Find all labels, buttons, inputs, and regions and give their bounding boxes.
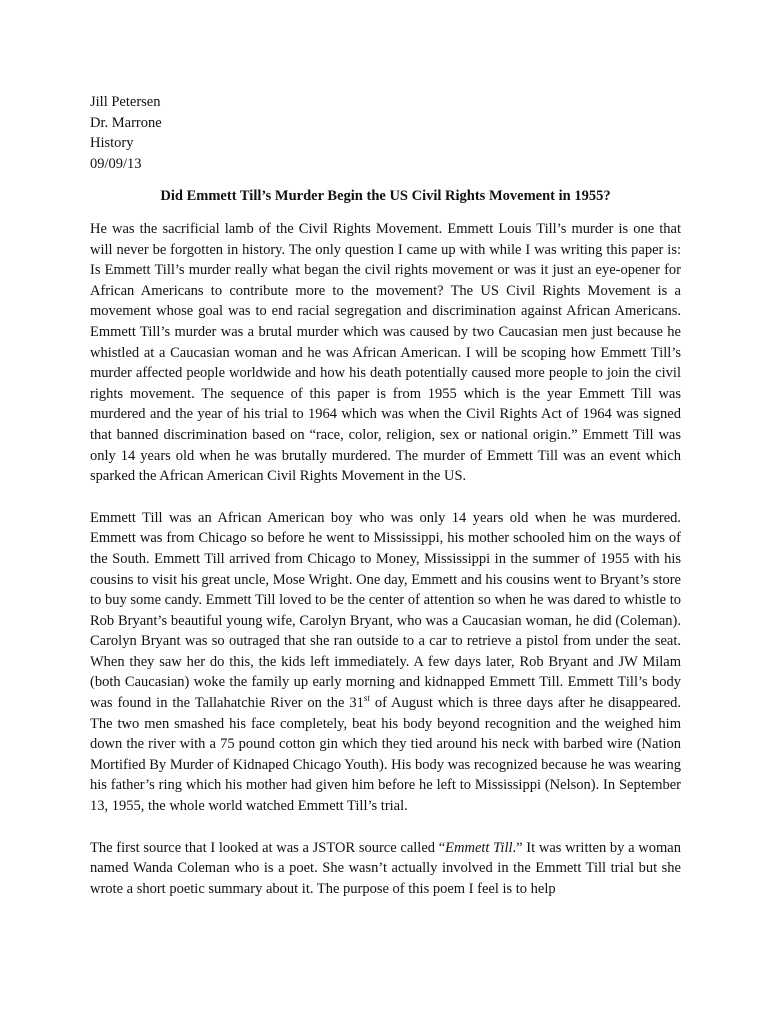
document-header [90,92,162,174]
paragraph-2-text-b: of August which is three days after he disappeared. The two men smashed his face completely, beat his body beyond recognition and the weighed him down the river with a 75 pound cotton gin which they tied around his neck with barbed wire (Nation Mortified By Murder of Kidnaped Chicago Youth). His body was recognized because he was wearing his father’s ring which his mother had given him before he left to Mississippi (Nelson). In September 13, 1955, the whole world watched Emmett Till’s trial. [90,695,681,815]
document-body [90,219,681,899]
source-title: Emmett Till [445,839,513,856]
author-name: Jill Petersen [90,94,161,110]
ordinal-superscript: st [363,693,370,704]
course-name: History [90,135,134,151]
paragraph-3 [90,838,681,900]
paragraph-3-text-b: .” It was written by a woman named Wanda Coleman who is a poet. She wasn’t actually involved in the Emmett Till trial but she wrote a short poetic summary about it. The purpose of this poem I feel is to help [90,839,681,897]
paragraph-1: He was the sacrificial lamb of the Civil Rights Movement. Emmett Louis Till’s murder is one that will never be forgotten in history. The only question I came up with while I was writing this paper is: Is Emmett Till’s murder really what began the civil rights movement or was it just an eye-opener for African Americans to contribute more to the movement? The US Civil Rights Movement is a movement whose goal was to end racial segregation and discrimination against African Americans. Emmett Till’s murder was a brutal murder which was caused by two Caucasian men just because he whistled at a Caucasian woman and he was African American. I will be scoping how Emmett Till’s murder affected people worldwide and how his death potentially caused more people to join the civil rights movement. The sequence of this paper is from 1955 which is the year Emmett Till was murdered and the year of his trial to 1964 which was when the Civil Rights Act of 1964 was signed that banned discrimination based on “race, color, religion, sex or national origin.” Emmett Till was only 14 years old when he was brutally murdered. The murder of Emmett Till was an event which sparked the African American Civil Rights Movement in the US. [90,221,681,485]
document-title: Did Emmett Till’s Murder Begin the US Civil Rights Movement in 1955? [160,188,611,204]
document-date: 09/09/13 [90,155,142,172]
instructor-name: Dr. Marrone [90,114,162,131]
paragraph-2 [90,508,681,817]
paragraph-3-text-a: The first source that I looked at was a JSTOR source called “ [90,839,446,856]
paragraph-2-text-a: Emmett Till was an African American boy who was only 14 years old when he was murdered. Emmett was from Chicago so before he went to Mississippi, his mother schooled him on the ways of the South. Emmett Till arrived from Chicago to Money, Mississippi in the summer of 1955 with his cousins to visit his great uncle, Mose Wright. One day, Emmett and his cousins went to Bryant’s store to buy some candy. Emmett Till loved to be the center of attention so when he was dared to whistle to Rob Bryant’s beautiful young wife, Carolyn Bryant, who was a Caucasian woman, he did (Coleman). Carolyn Bryant was so outraged that she ran outside to a car to retrieve a pistol from under the seat. When they saw her do this, the kids left immediately. A few days later, Rob Bryant and JW Milam (both Caucasian) woke the family up early morning and kidnapped Emmett Till. Emmett Till’s body was found in the Tallahatchie River on the 31 [90,509,681,712]
